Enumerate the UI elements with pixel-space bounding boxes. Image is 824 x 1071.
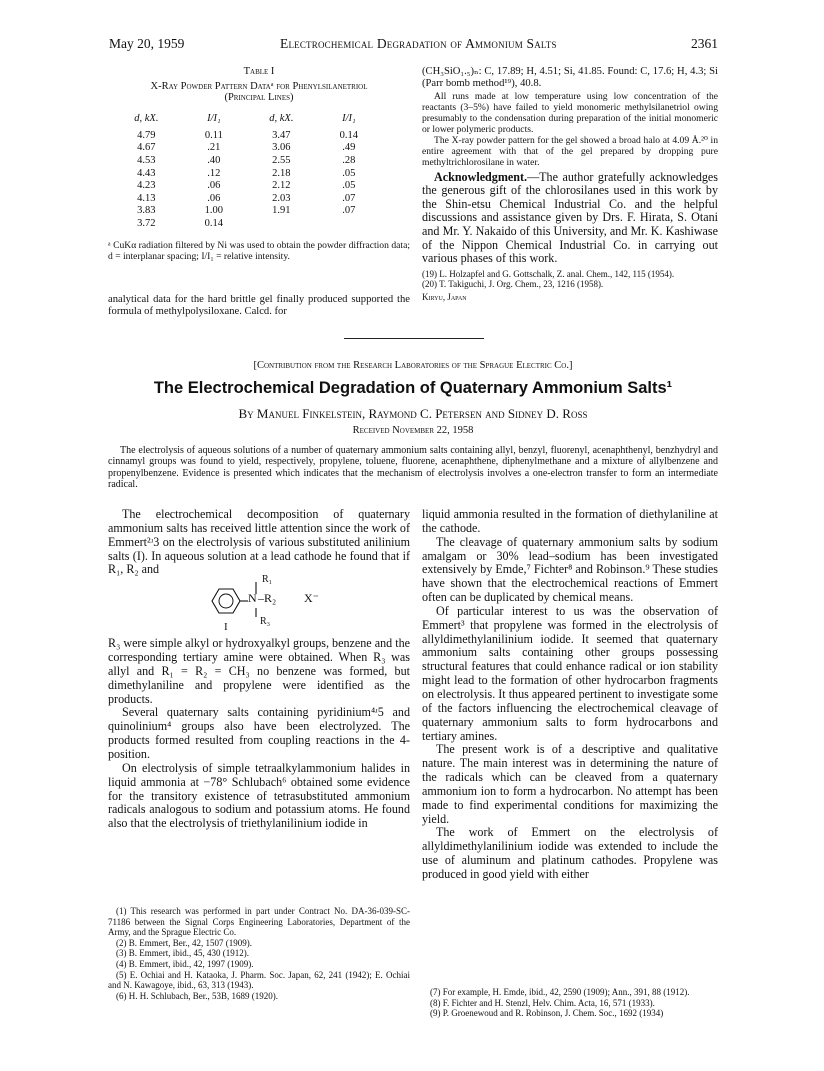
right-body-p4: The present work is of a descriptive and qualitative nature. The main interest was in determining the nature of the radicals which can be cleaved from a quaternary ammonium ion to form a hydrocarbon. No attempt has been made to find experimental conditions for maximizing the yield.: [422, 742, 718, 826]
left-body-p3: Several quaternary salts containing pyridinium⁴ʴ5 and quinolinium⁴ groups also have been electrolyzed. The products formed resulted from coupling reactions in the 4-position.: [108, 705, 410, 761]
table-cell: 4.67: [137, 142, 156, 154]
substituent-r3: R₃: [260, 616, 271, 628]
table-cell: .12: [207, 167, 221, 179]
aromatic-circle: [219, 594, 233, 608]
table-cell: .05: [342, 180, 356, 192]
substituent-r2: –R₂: [258, 591, 277, 606]
article-title: The Electrochemical Degradation of Quaternary Ammonium Salts¹: [153, 379, 673, 397]
nitrogen-atom: N: [248, 591, 257, 606]
ack-text: —The author gratefully acknowledges the generous gift of the chlorosilanes used in this work by the Shin-etsu Chemical Industrial Co. and the helpful discussions and assistance given by Drs. F. Hirata, S. Otani and Mr. Y. Nakaido of this University, and Mr. K. Kashiwase of the Nippon Chemical Industrial Co. in carrying out various phases of this work.: [422, 169, 718, 266]
table-label: Table I: [243, 66, 275, 77]
structure-I: [108, 574, 410, 637]
table-cell: 2.18: [272, 167, 291, 179]
running-header: [0, 36, 824, 56]
running-title: Electrochemical Degradation of Ammonium Salts: [280, 36, 557, 51]
table-cell: 0.11: [204, 129, 223, 141]
table-cell: 0.14: [339, 129, 359, 141]
table-cell: 1.00: [204, 205, 224, 217]
table-cell: 2.03: [272, 192, 291, 204]
acknowledgment: [422, 171, 718, 266]
table-row: [108, 192, 378, 205]
table-row: [108, 154, 378, 167]
table-cell: .28: [342, 154, 356, 166]
left-body-p1: The electrochemical decomposition of quaternary ammonium salts has received little attention since the work of Emmert²ʴ3 on the electrolysis of various substituted anilinium salts (I). In aqueous solution at a lead cathode he found that if R₁, R₂ and: [108, 507, 410, 577]
table-cell: 4.23: [137, 180, 156, 192]
left-footnotes: [108, 906, 410, 1001]
xray-table: [108, 107, 378, 230]
footnote-8: (8) F. Fichter and H. Stenzl, Helv. Chim. Acta, 16, 571 (1933).: [430, 997, 655, 1008]
table-header-i1: I/I₁: [207, 112, 221, 124]
article-authors: By Manuel Finkelstein, Raymond C. Petersen and Sidney D. Ross: [238, 406, 588, 421]
table-cell: 0.14: [204, 217, 224, 229]
structure-label: I: [224, 621, 228, 634]
table-cell: 3.47: [272, 129, 291, 141]
left-body-p4: On electrolysis of simple tetraalkylammonium halides in liquid ammonia at −78° Schlubach⁶ obtained some evidence for the transitory existence of tetrasubstituted ammonium radicals analogous to sodium and potassium atoms. He found also that the electrolysis of triethylanilinium iodide in: [108, 760, 410, 831]
footnote-5: (5) E. Ochiai and H. Kataoka, J. Pharm. Soc. Japan, 62, 241 (1942); E. Ochiai and N. Kawagoye, ibid., 63, 313 (1943).: [108, 969, 410, 991]
right-body-column: [422, 508, 718, 882]
structure-svg: [108, 577, 410, 637]
right-body-p2: The cleavage of quaternary ammonium salts by sodium amalgam or 30% lead–sodium has been investigated extensively by Emde,⁷ Fichter⁸ and Robinson.⁹ These studies have shown that the electrochemical reactions of Emmert often can be duplicated by chemical means.: [422, 534, 718, 605]
table-row: [108, 179, 378, 192]
table-cell: 2.55: [272, 154, 291, 166]
table-footnote: ᵃ CuKα radiation filtered by Ni was used to obtain the powder diffraction data; d = interplanar spacing; I/I₁ = relative intensity.: [108, 239, 410, 262]
ref-19: (19) L. Holzapfel and G. Gottschalk, Z. anal. Chem., 142, 115 (1954).: [422, 268, 675, 279]
place: Kiryu, Japan: [422, 291, 467, 302]
issue-date: May 20, 1959: [109, 36, 185, 51]
table-cell: .49: [342, 142, 356, 154]
left-body-column: [108, 508, 410, 831]
footnote-3: (3) B. Emmert, ibid., 45, 430 (1912).: [116, 948, 249, 959]
footnote-6: (6) H. H. Schlubach, Ber., 53B, 1689 (1920).: [116, 990, 278, 1001]
benzene-ring: [212, 589, 240, 613]
table-cell: 4.79: [137, 129, 156, 141]
analysis-line: (CH₃SiO₁.₅)ₙ: C, 17.89; H, 4.51; Si, 41.85. Found: C, 17.6; H, 4.3; Si (Parr bomb method¹⁹), 40.8.: [422, 66, 718, 90]
table-cell: [243, 217, 320, 230]
table-caption-line2: (Principal Lines): [224, 92, 294, 103]
footnote-9: (9) P. Groenewoud and R. Robinson, J. Chem. Soc., 1692 (1934): [430, 1008, 664, 1019]
table-cell: 4.43: [137, 167, 156, 179]
table-header-d2: d, kX.: [269, 112, 294, 124]
table-row: [108, 217, 378, 230]
abstract: The electrolysis of aqueous solutions of a number of quaternary ammonium salts containing allyl, benzyl, fluorenyl, acenaphthenyl, benzhydryl and cinnamyl groups was found to yield, respectively, propylene, toluene, fluorene, acenaphthene, diphenylmethane and a mixture of allylbenzene and propenylbenzene. Evidence is presented which indicates that the mechanism of electrolysis involves a one-electron transfer to form an intermediate radical.: [108, 445, 718, 491]
table-header-i2: I/I₁: [342, 112, 356, 124]
table-cell: [320, 217, 378, 230]
table-row: [108, 205, 378, 218]
table-cell: 3.06: [272, 142, 291, 154]
ref-20: (20) T. Takiguchi, J. Org. Chem., 23, 1216 (1958).: [422, 279, 604, 290]
table-caption-line1: X-Ray Powder Pattern Dataᵃ for Phenylsilanetriol: [150, 81, 368, 92]
table-cell: .06: [207, 192, 221, 204]
table-cell: 3.72: [137, 217, 156, 229]
footnote-1: (1) This research was performed in part under Contract No. DA-36-039-SC-71186 between the Signal Corps Engineering Laboratories, Department of the Army, and the Sprague Electric Co.: [108, 906, 410, 938]
table-row: [108, 142, 378, 155]
footnote-4: (4) B. Emmert, ibid., 42, 1997 (1909).: [116, 958, 254, 969]
table-cell: .06: [207, 180, 221, 192]
table-cell: .07: [342, 192, 356, 204]
right-footnotes: [422, 986, 718, 1019]
received-date: Received November 22, 1958: [352, 425, 474, 436]
table-cell: 3.83: [137, 205, 156, 217]
left-top-text: analytical data for the hard brittle gel finally produced supported the formula of methylpolysiloxane. Calcd. for: [108, 294, 410, 318]
table-row: [108, 167, 378, 180]
table-header-d1: d, kX.: [134, 112, 159, 124]
right-body-p5: The work of Emmert on the electrolysis of allyldimethylanilinium iodide was extended to include the use of aluminum and platinum cathodes. Propylene was produced in good yield with either: [422, 825, 718, 881]
left-body-p2: R₃ were simple alkyl or hydroxyalkyl groups, benzene and the corresponding tertiary amine were obtained. When R₃ was allyl and R₁ = R₂ = CH₃ no benzene was formed, but dimethylaniline and propylene were identified as the products.: [108, 636, 410, 706]
ack-heading: Acknowledgment.: [434, 169, 528, 184]
table-cell: 2.12: [272, 180, 291, 192]
article-heading: [108, 360, 718, 491]
table-cell: .05: [342, 167, 356, 179]
table-cell: 4.13: [137, 192, 156, 204]
right-para-2: The X-ray powder pattern for the gel showed a broad halo at 4.09 Å.²⁰ in entire agreement with that of the gel prepared by dropping pure methyltrichlorosilane in water.: [422, 134, 718, 168]
counter-ion: X⁻: [304, 591, 319, 606]
footnote-2: (2) B. Emmert, Ber., 42, 1507 (1909).: [116, 937, 252, 948]
footnote-7: (7) For example, H. Emde, ibid., 42, 2590 (1909); Ann., 391, 88 (1912).: [430, 987, 690, 997]
right-body-p3: Of particular interest to us was the observation of Emmert³ that propylene was formed in the electrolysis of allyldimethylanilinium iodide. It seemed that quaternary ammonium salts containing other groups possessing structural features that could enhance radical or ion stability might lead to the formation of other hydrocarbon fragments on electrolysis. It thus appeared pertinent to investigate some of the factors influencing the electrochemical cleavage of quaternary ammonium salts to form hydrocarbons and tertiary amines.: [422, 603, 718, 743]
right-para-1: All runs made at low temperature using low concentration of the reactants (3–5%) have failed to yield monomeric methylsilanetriol owing presumably to the condensation during preparation of the initial monomeric or lower polymeric products.: [422, 90, 718, 135]
table-cell: 1.91: [272, 205, 291, 217]
section-divider: [344, 338, 484, 339]
table-cell: .07: [342, 205, 356, 217]
page-number: 2361: [691, 36, 718, 51]
table-cell: .21: [207, 142, 221, 154]
table-row: [108, 129, 378, 142]
substituent-r1: R₁: [262, 574, 273, 586]
right-body-p1: liquid ammonia resulted in the formation of diethylaniline at the cathode.: [422, 507, 718, 535]
table-body: [108, 129, 378, 230]
contribution-line: [Contribution from the Research Laboratories of the Sprague Electric Co.]: [253, 360, 573, 371]
table-block: [108, 66, 410, 262]
right-top-column: [422, 66, 718, 303]
table-cell: .40: [207, 154, 221, 166]
table-cell: 4.53: [137, 154, 156, 166]
